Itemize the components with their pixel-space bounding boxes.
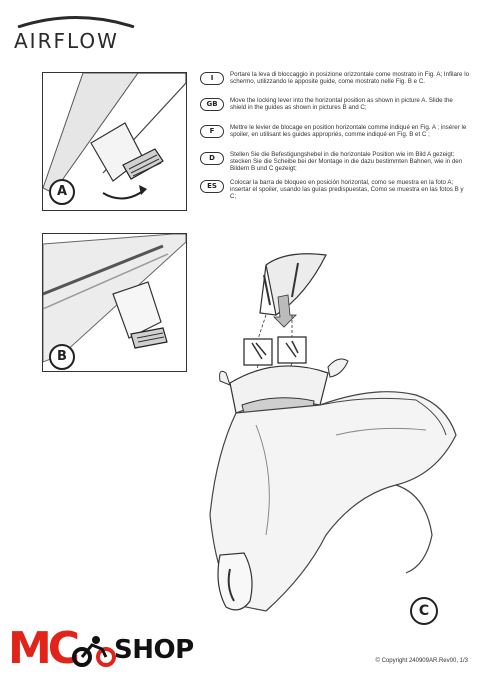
logo-shop-text: SHOP <box>114 635 194 665</box>
logo-mc-text: MC <box>8 623 77 674</box>
brand-name: AIRFLOW <box>14 29 119 53</box>
figure-panel-a <box>42 72 187 211</box>
instruction-text: Mettre le levier de blocage en position horizontale comme indiqué en Fig. A ; insérer le spoiler, en utilisant les guides appropriés, comme indiqué en Fig. B et C ; <box>230 124 467 138</box>
airflow-arc-icon <box>16 14 136 28</box>
language-badge: ES <box>200 180 224 193</box>
instruction-text: Move the locking lever into the horizontal position as shown in picture A. Slide the shield in the guides as shown in pictures B and C; <box>230 97 453 111</box>
instruction-text: Colocar la barra de bloqueo en posición horizontal, como se muestra en la foto A; insertar el spoiler, usando las guías predispuestas, Como se muestra en las fotos B y C; <box>230 179 464 200</box>
figure-label-b: B <box>49 344 75 370</box>
motorcycle-rider-icon <box>72 635 116 667</box>
instruction-text: Stellen Sie die Befestigungshebel in die horizontale Position wie im Bild A gezeigt; stecken Sie die Scheibe bei der Montage in die dazu bestimmten Bahnen, wie in den Bildern B und C gezeigt; <box>230 151 463 172</box>
figure-panel-b <box>42 233 187 372</box>
figure-label-c: C <box>410 597 438 625</box>
airflow-logo <box>14 14 136 54</box>
copyright-notice: © Copyright 240909AR.Rev00, 1/3 <box>375 658 468 664</box>
figure-label-a: A <box>49 179 75 205</box>
language-badge: F <box>200 125 224 138</box>
language-badge: I <box>200 72 224 85</box>
scooter-windshield-illustration <box>196 235 472 625</box>
language-badge: D <box>200 152 224 165</box>
instruction-text: Portare la leva di bloccaggio in posizione orizzontale come mostrato in Fig. A; Infilare lo schermo, utilizzando le apposite guide, come mostrato nelle Fig. B e C. <box>230 71 470 85</box>
language-badge: GB <box>200 98 224 111</box>
mcshop-logo <box>8 625 208 673</box>
